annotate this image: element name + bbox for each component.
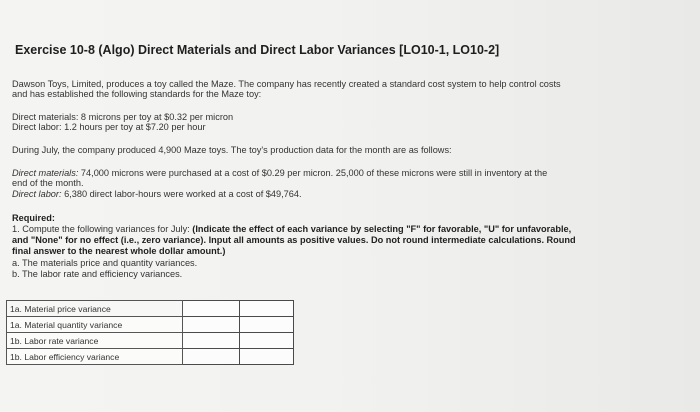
labor-label: Direct labor: (12, 189, 62, 199)
labor-rate-variance-amount-input[interactable] (183, 333, 240, 349)
q1-instruction-1: (Indicate the effect of each variance by selecting "F" for favorable, "U" for unfavorable, (192, 224, 572, 234)
labor-efficiency-variance-amount-input[interactable] (183, 349, 240, 365)
q1-instruction-2: and "None" for no effect (i.e., zero variance). Input all amounts as positive values. Do not round intermediate calculations. Round (12, 235, 576, 245)
july-production-line: During July, the company produced 4,900 Maze toys. The toy's production data for the month are as follows: (12, 145, 452, 155)
required-q1-line-1 (12, 224, 571, 235)
q1-instruction-3: final answer to the nearest whole dollar amount.) (12, 246, 226, 256)
labor-data-line (12, 189, 302, 200)
exercise-title: Exercise 10-8 (Algo) Direct Materials and Direct Labor Variances [LO10-1, LO10-2] (15, 43, 500, 57)
materials-label: Direct materials: (12, 168, 79, 178)
labor-rate-variance-effect-select[interactable] (240, 333, 294, 349)
intro-line-2: and has established the following standards for the Maze toy: (12, 89, 262, 99)
intro-line-1: Dawson Toys, Limited, produces a toy called the Maze. The company has recently created a standard cost system to help control costs (12, 79, 561, 89)
q1-prefix: 1. Compute the following variances for July: (12, 224, 193, 234)
material-price-variance-effect-select[interactable] (240, 301, 294, 317)
row-label: 1b. Labor efficiency variance (7, 349, 183, 365)
table-row (7, 333, 294, 349)
labor-efficiency-variance-effect-select[interactable] (240, 349, 294, 365)
materials-text-1: 74,000 microns were purchased at a cost of $0.29 per micron. 25,000 of these microns were still in inventory at the (78, 168, 548, 178)
labor-text: 6,380 direct labor-hours were worked at a cost of $49,764. (61, 189, 302, 199)
materials-data-line-1 (12, 168, 547, 179)
materials-data-line-2: end of the month. (12, 178, 84, 188)
standard-direct-materials: Direct materials: 8 microns per toy at $0.32 per micron (12, 112, 234, 122)
row-label: 1a. Material quantity variance (7, 317, 183, 333)
variance-answer-table (6, 300, 294, 365)
part-a: a. The materials price and quantity variances. (12, 258, 198, 268)
material-quantity-variance-effect-select[interactable] (240, 317, 294, 333)
row-label: 1a. Material price variance (7, 301, 183, 317)
table-row (7, 317, 294, 333)
standard-direct-labor: Direct labor: 1.2 hours per toy at $7.20 per hour (12, 122, 206, 132)
table-row (7, 349, 294, 365)
material-price-variance-amount-input[interactable] (183, 301, 240, 317)
table-row (7, 301, 294, 317)
part-b: b. The labor rate and efficiency variances. (12, 269, 183, 279)
material-quantity-variance-amount-input[interactable] (183, 317, 240, 333)
required-heading: Required: (12, 213, 55, 223)
row-label: 1b. Labor rate variance (7, 333, 183, 349)
